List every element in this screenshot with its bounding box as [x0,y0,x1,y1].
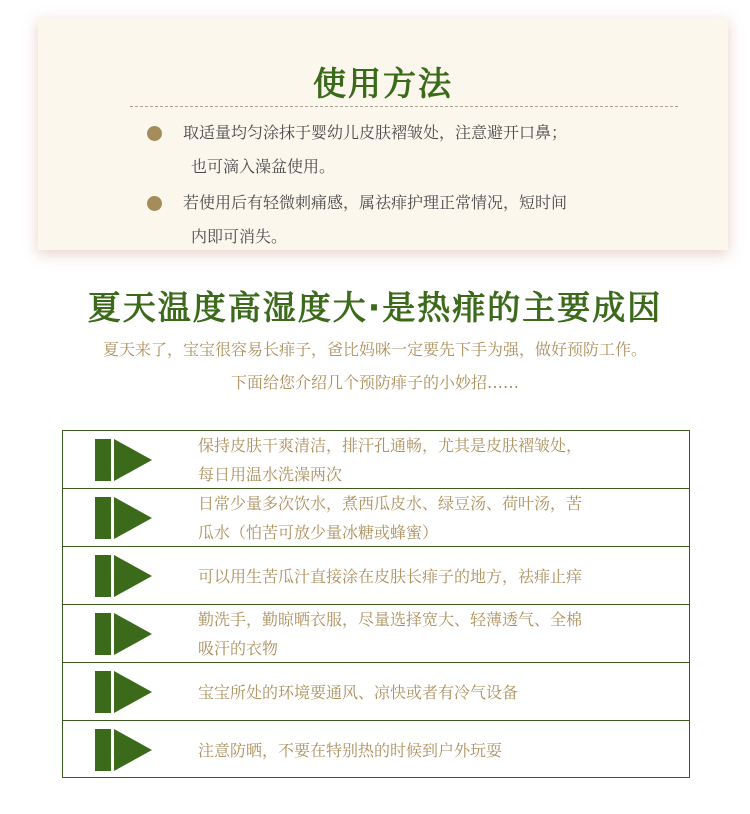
tip-row [63,605,689,663]
tip-text [198,721,678,779]
tip-text [198,489,678,547]
play-arrow-icon [95,671,152,713]
usage-item-line: 取适量均匀涂抹于婴幼儿皮肤褶皱处，注意避开口鼻； [183,123,568,142]
tip-text [198,431,678,489]
tip-row [63,489,689,547]
tip-line: 宝宝所处的环境要通风、凉快或者有冷气设备 [198,682,519,702]
tip-row [63,547,689,605]
play-arrow-icon [95,729,152,771]
tip-row [63,721,689,779]
usage-title: 使用方法 [313,64,453,103]
usage-item-line: 也可滴入澡盆使用。 [191,157,336,176]
tip-line: 瓜水（怕苦可放少量冰糖或蜂蜜） [198,523,439,542]
intro-text: 下面给您介绍几个预防痱子的小妙招…… [230,373,519,392]
tip-line: 勤洗手，勤晾晒衣服，尽量选择宽大、轻薄透气、全棉 [198,610,583,629]
tip-text [198,547,678,605]
tip-row [63,431,689,489]
usage-item-line: 内即可消失。 [191,227,288,246]
tip-text [198,605,678,663]
usage-card [38,18,728,250]
tips-table [62,430,690,778]
tip-line: 注意防晒，不要在特别热的时候到户外玩耍 [198,740,503,760]
play-arrow-icon [95,555,152,597]
bullet-dot-icon [147,196,162,211]
intro-text: 夏天来了，宝宝很容易长痱子，爸比妈咪一定要先下手为强，做好预防工作。 [102,340,647,359]
usage-divider [130,106,678,107]
tip-text [198,663,678,721]
tip-line: 可以用生苦瓜汁直接涂在皮肤长痱子的地方，祛痱止痒 [198,566,583,586]
usage-item-line: 若使用后有轻微刺痛感，属祛痱护理正常情况，短时间 [183,193,568,212]
tip-row [63,663,689,721]
play-arrow-icon [95,439,152,481]
tip-line: 日常少量多次饮水，煮西瓜皮水、绿豆汤、荷叶汤，苦 [198,494,583,513]
tip-line: 保持皮肤干爽清洁，排汗孔通畅，尤其是皮肤褶皱处， [198,436,583,455]
bullet-dot-icon [147,126,162,141]
play-arrow-icon [95,497,152,539]
tip-line: 吸汗的衣物 [198,639,279,658]
tip-line: 每日用温水洗澡两次 [198,465,343,484]
play-arrow-icon [95,613,152,655]
section-heading: 夏天温度高湿度大·是热痱的主要成因 [87,288,663,327]
